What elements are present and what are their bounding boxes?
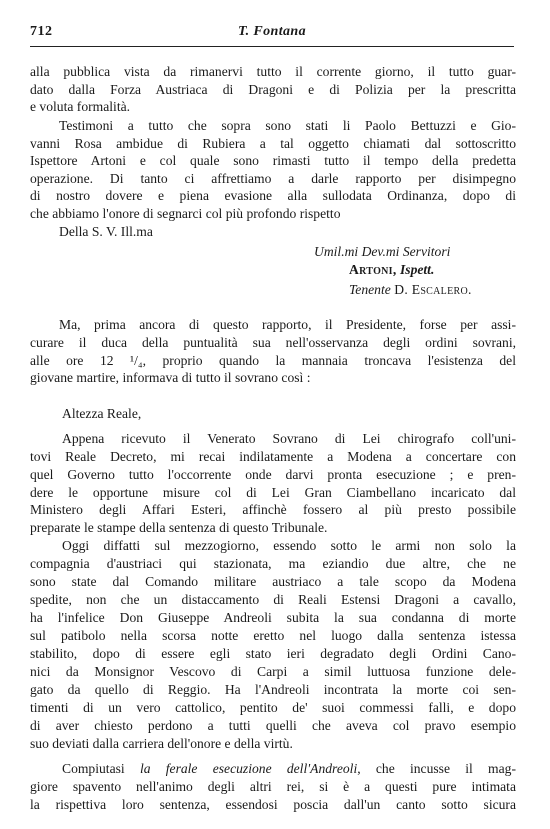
signer-role: Ispett. bbox=[399, 262, 435, 277]
text-run: , che incusse il mag- bbox=[357, 761, 516, 776]
paragraph-first-line: Oggi diffatti sul mezzogiorno, essendo sotto le armi non solo la bbox=[62, 538, 516, 553]
text-line: timenti di un vero cattolico, pentito de' suoi commessi falli, e dopo bbox=[30, 700, 516, 715]
text-line: vanni Rosa ambidue di Rubiera a tal oggetto chiamati dal sottoscritto bbox=[30, 136, 516, 151]
text-line: Ispettore Artoni e col quale sono rimasti tutto il tempo della predetta bbox=[30, 153, 516, 168]
text-line: dato dalla Forza Austriaca di Dragoni e di Polizia per la prescritta bbox=[30, 82, 516, 97]
text-line: Ministero degli Affari Esteri, affinchè fossero al più presto possibile bbox=[30, 502, 516, 517]
text-line: curare il duca della puntualità sua nell'osservanza degli ordini sovrani, bbox=[30, 335, 516, 350]
text-line: spedite, non che un distaccamento di Reali Estensi Dragoni a cavallo, bbox=[30, 592, 516, 607]
page-number: 712 bbox=[30, 24, 53, 39]
paragraph-first-line: Appena ricevuto il Venerato Sovrano di Lei chirografo coll'uni- bbox=[62, 431, 516, 446]
running-header bbox=[30, 24, 514, 44]
running-title: T. Fontana bbox=[237, 24, 307, 39]
signature-closing: Umil.mi Dev.mi Servitori bbox=[314, 244, 451, 259]
text-line: giore spavento nell'animo degli altri rei, si è a questi pure intimata bbox=[30, 779, 516, 794]
salutation: Altezza Reale, bbox=[62, 406, 142, 421]
signer-name: D. Escalero. bbox=[394, 282, 472, 297]
text-line: suo deviati dalla carriera dell'onore e della virtù. bbox=[30, 736, 293, 751]
text-line: sono state dal Comando militare austriaco a tale scopo da Modena bbox=[30, 574, 516, 589]
signer-title: Tenente bbox=[349, 282, 391, 297]
paragraph-first-line: Ma, prima ancora di questo rapporto, il Presidente, forse per assi- bbox=[59, 317, 516, 332]
text-line: Della S. V. Ill.ma bbox=[59, 224, 153, 239]
text-line: e voluta formalità. bbox=[30, 99, 131, 114]
text-line: di nostro dovere e piena evasione alla sullodata Ordinanza, dopo di bbox=[30, 188, 516, 203]
text-line: preparate le stampe della sentenza di questo Tribunale. bbox=[30, 520, 328, 535]
text-line: la rispettiva loro sentenza, essendosi poscia dall'un canto sotto sicura bbox=[30, 797, 516, 812]
paragraph-first-line: Testimoni a tutto che sopra sono stati li Paolo Bettuzzi e Gio- bbox=[59, 118, 516, 133]
text-line: stabilito, dopo di essere egli stato ieri degradato degli Ordini Cano- bbox=[30, 646, 516, 661]
signature-escalero bbox=[349, 281, 472, 299]
paragraph-first-line bbox=[62, 760, 516, 778]
text-line: sul patibolo nella scorsa notte eretto nel luogo dalla sentenza istessa bbox=[30, 628, 516, 643]
signer-name: Artoni, bbox=[349, 262, 397, 277]
text-run: Compiutasi bbox=[62, 761, 140, 776]
text-line: operazione. Di tanto ci affrettiamo a darle rapporto per disimpegno bbox=[30, 171, 516, 186]
italic-run: la ferale esecuzione dell'Andreoli bbox=[139, 761, 358, 776]
signature-artoni bbox=[349, 261, 434, 279]
text-line: tovi Reale Decreto, mi recai indilatamente a Modena a concertare con bbox=[30, 449, 516, 464]
text-line: ha l'infelice Don Giuseppe Andreoli subita la sua condanna di morte bbox=[30, 610, 516, 625]
text-line: gato da quello di Reggio. Ha l'Andreoli incontrata la morte coi sen- bbox=[30, 682, 516, 697]
header-rule bbox=[30, 46, 514, 47]
text-line: che abbiamo l'onore di segnarci col più profondo rispetto bbox=[30, 206, 341, 221]
text-line: di aver chiesto perdono a tutti quelli che aveva col pravo esempio bbox=[30, 718, 516, 733]
text-line: compagnia d'austriaci qui stazionata, ma eziandio due altre, che ne bbox=[30, 556, 516, 571]
text-line: alla pubblica vista da rimanervi tutto il corrente giorno, il tutto guar- bbox=[30, 64, 516, 79]
text-line: nici da Monsignor Vescovo di Carpi a simil luttuosa funzione dele- bbox=[30, 664, 516, 679]
text-line: alle ore 12 ¹/₄, proprio quando la mannaia troncava l'esistenza del bbox=[30, 353, 516, 368]
text-line: dere le opportune misure col di Lei Gran Ciambellano incaricato dal bbox=[30, 485, 516, 500]
text-line: quel Governo tutto l'occorrente onde darvi pronta esecuzione ; e pren- bbox=[30, 467, 516, 482]
text-line: giovane martire, informava di tutto il sovrano così : bbox=[30, 370, 311, 385]
